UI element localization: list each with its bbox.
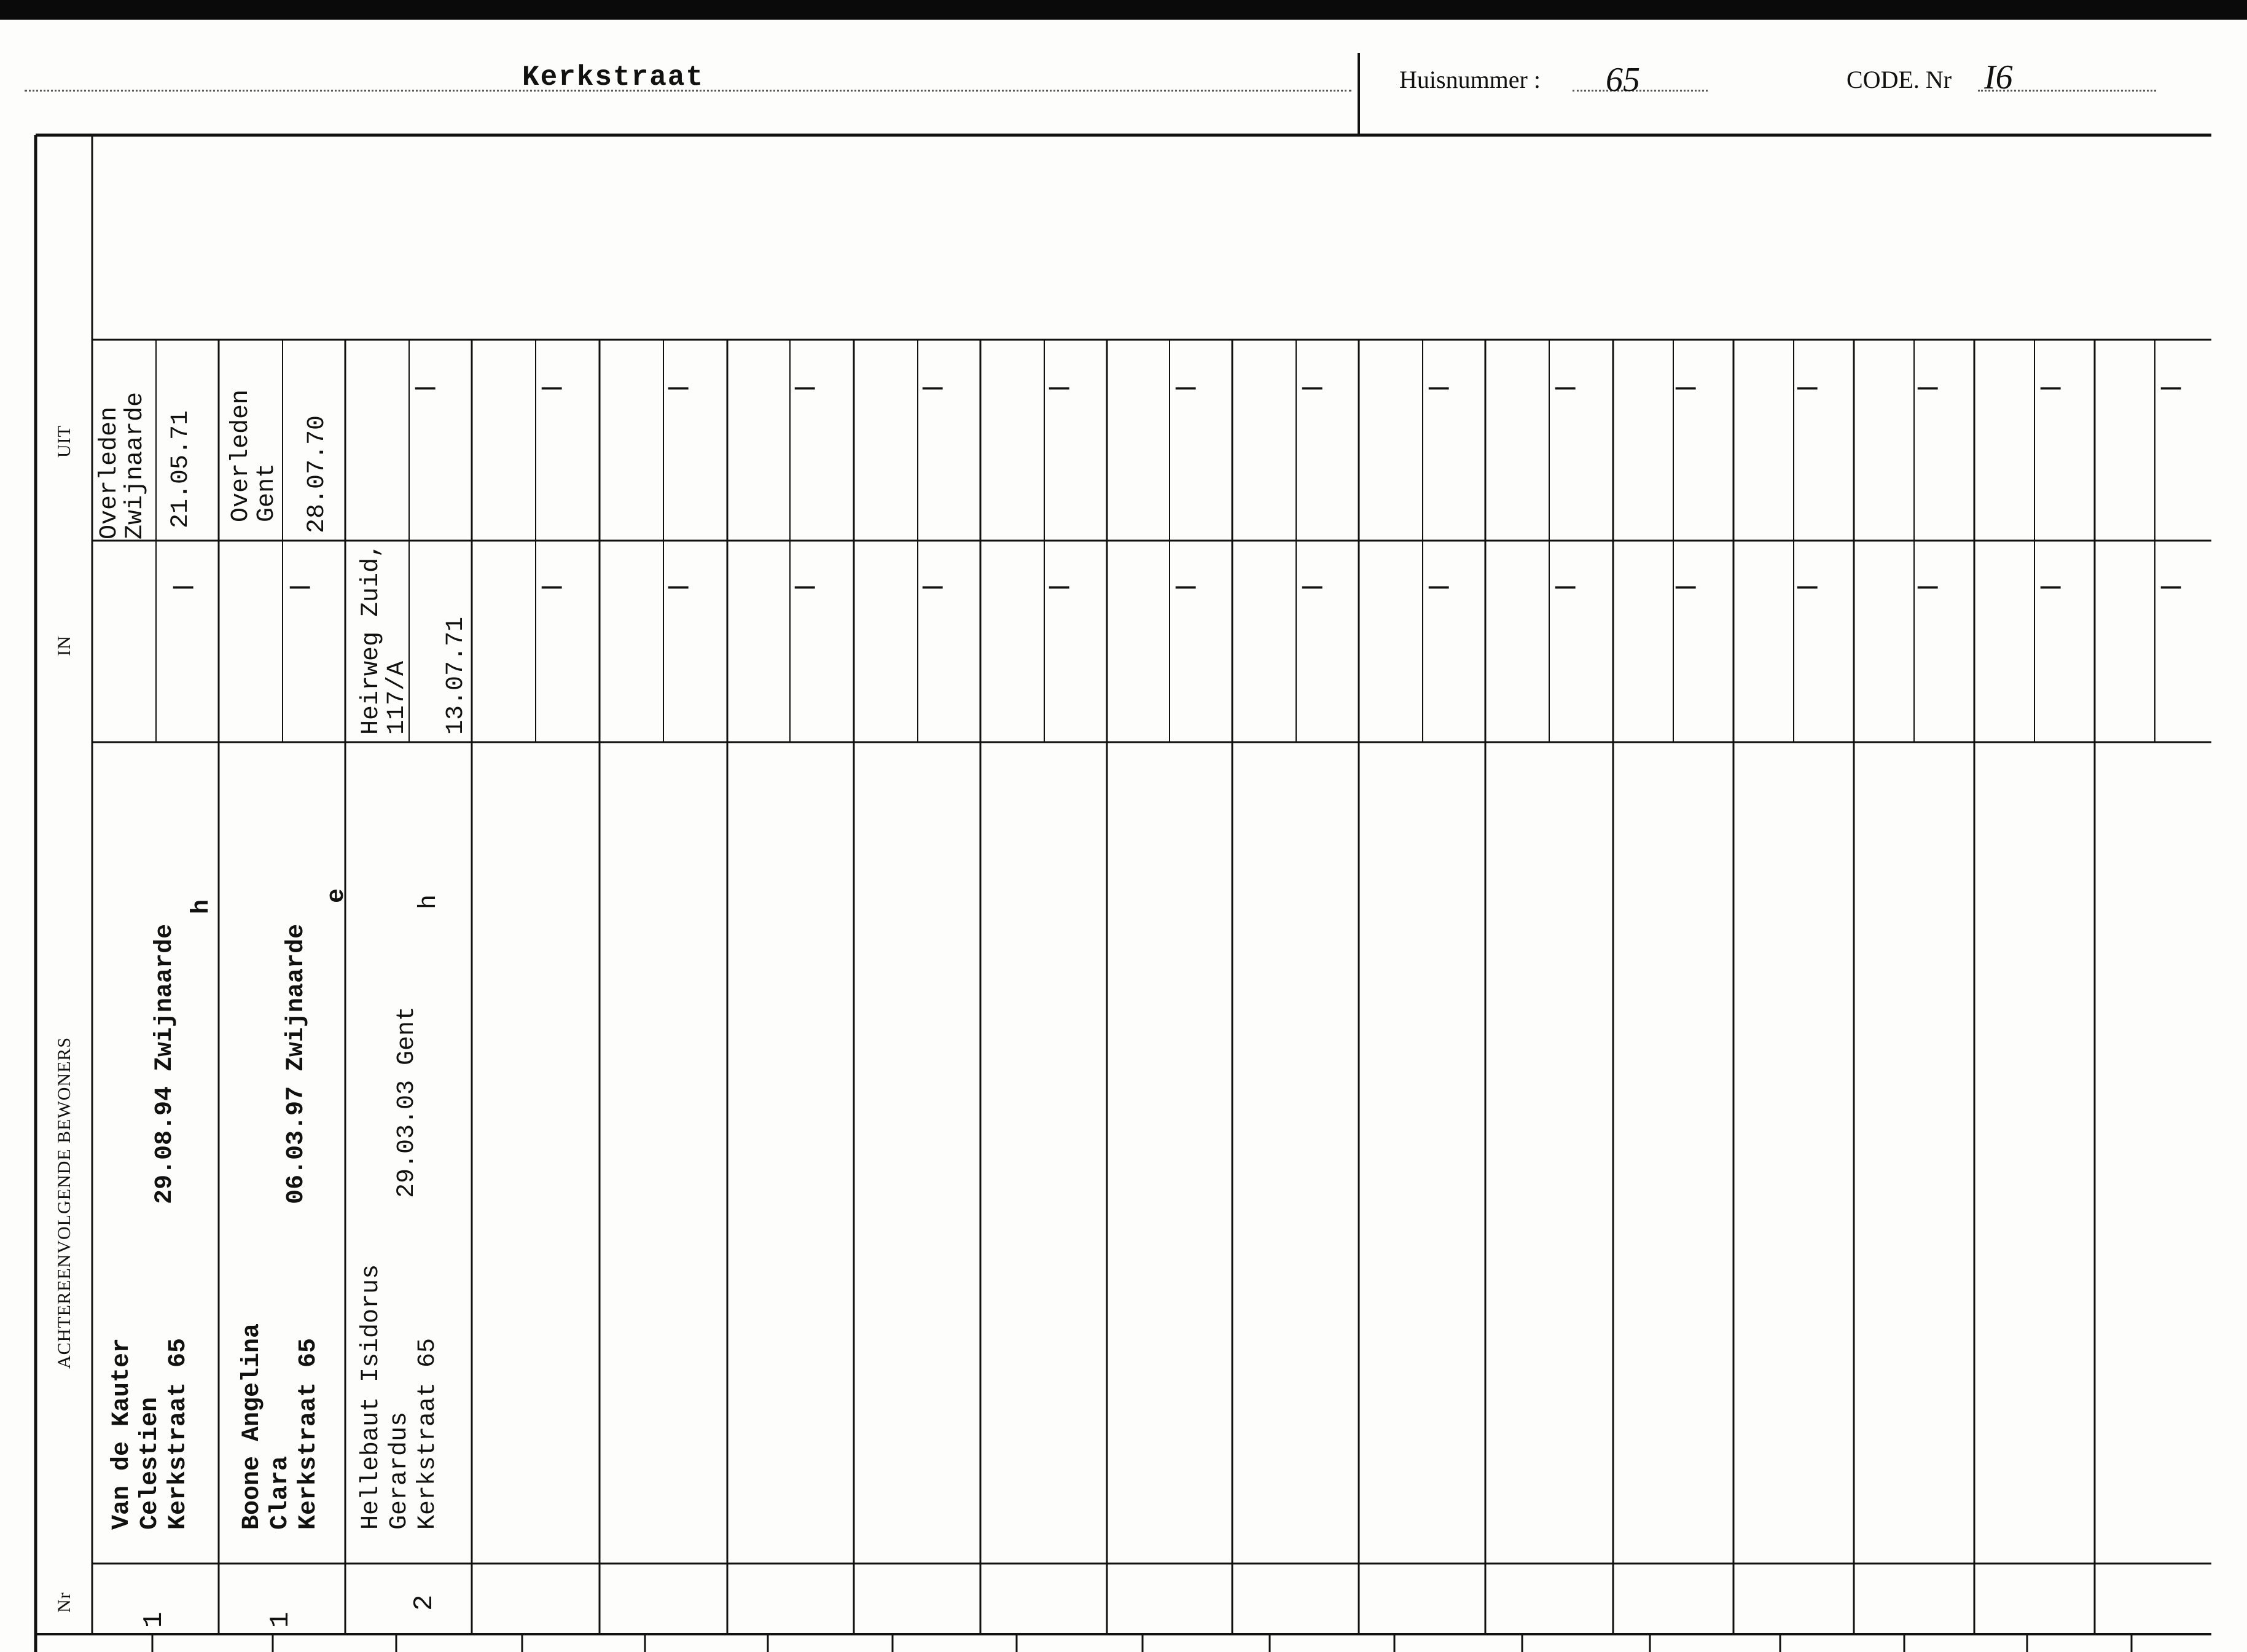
row-label-in: IN	[54, 635, 74, 656]
resident-3-in-place: Heirweg Zuid, 117/A	[358, 542, 411, 735]
row-label-nr: Nr	[54, 1592, 74, 1613]
resident-2-uit-place: Overleden Gent	[227, 389, 281, 522]
resident-2-mark: e	[323, 888, 351, 903]
empty-uit-dash-13: —	[2041, 370, 2061, 407]
empty-in-dash-3: —	[795, 569, 815, 606]
resident-3-mark: h	[415, 894, 443, 909]
resident-2-birth: 06.03.97 Zwijnaarde	[283, 923, 310, 1204]
empty-uit-dash-8: —	[1429, 370, 1449, 407]
resident-3-in-date: 13.07.71	[442, 616, 470, 735]
resident-3-name	[358, 1264, 442, 1530]
resident-3-uit-dash: —	[415, 370, 436, 407]
resident-2-line-2: Clara	[267, 1455, 294, 1530]
resident-1-name	[108, 1338, 193, 1530]
house-number-label: Huisnummer :	[1399, 66, 1541, 93]
row-label-uit: UIT	[54, 425, 74, 458]
empty-in-dash-9: —	[1555, 569, 1576, 606]
resident-1-birth: 29.08.94 Zwijnaarde	[151, 923, 179, 1204]
empty-in-dash-8: —	[1429, 569, 1449, 606]
empty-uit-dash-7: —	[1302, 370, 1323, 407]
resident-2-line-1: Boone Angelina	[238, 1323, 266, 1530]
resident-1-line-1: Van de Kauter	[108, 1337, 136, 1530]
street-name: Kerkstraat	[522, 61, 705, 93]
resident-1-nr: 1	[139, 1611, 170, 1628]
resident-1-uit-date: 21.05.71	[167, 410, 195, 528]
empty-uit-dash-6: —	[1176, 370, 1196, 407]
row-label-bewoners: ACHTEREENVOLGENDE BEWONERS	[54, 1036, 74, 1369]
empty-in-dash-7: —	[1302, 569, 1323, 606]
empty-uit-dash-3: —	[795, 370, 815, 407]
empty-in-dash-5: —	[1049, 569, 1069, 606]
empty-in-dash-14: —	[2161, 569, 2181, 606]
empty-uit-dash-9: —	[1555, 370, 1576, 407]
resident-2-uit-date: 28.07.70	[303, 415, 331, 533]
resident-1-mark: h	[188, 899, 216, 914]
code-value: I6	[1984, 58, 2013, 96]
resident-2-nr: 1	[265, 1611, 296, 1628]
house-number-value: 65	[1606, 61, 1640, 99]
resident-1-line-2: Celestien	[136, 1396, 164, 1530]
resident-3-line-2: Gerardus	[386, 1411, 413, 1530]
empty-in-dash-4: —	[923, 569, 943, 606]
empty-uit-dash-2: —	[668, 370, 689, 407]
empty-uit-dash-14: —	[2161, 370, 2181, 407]
resident-2-name	[238, 1323, 323, 1530]
resident-3-birth: 29.03.03 Gent	[393, 1006, 421, 1198]
empty-uit-dash-10: —	[1676, 370, 1696, 407]
resident-2-in-dash: —	[290, 569, 310, 606]
resident-1-in-dash-1: —	[173, 569, 193, 606]
resident-1-uit-place: Overleden Zwijnaarde	[96, 391, 149, 539]
empty-uit-dash-5: —	[1049, 370, 1069, 407]
empty-in-dash-6: —	[1176, 569, 1196, 606]
resident-2-line-3: Kerkstraat 65	[295, 1337, 322, 1530]
empty-uit-dash-1: —	[542, 370, 562, 407]
empty-in-dash-2: —	[668, 569, 689, 606]
code-label: CODE. Nr	[1846, 66, 1952, 93]
resident-1-line-3: Kerkstraat 65	[165, 1337, 192, 1530]
empty-uit-dash-11: —	[1797, 370, 1818, 407]
empty-uit-dash-4: —	[923, 370, 943, 407]
resident-3-line-3: Kerkstraat 65	[414, 1337, 442, 1530]
resident-3-line-1: Hellebaut Isidorus	[358, 1264, 385, 1530]
empty-in-dash-1: —	[542, 569, 562, 606]
empty-uit-dash-12: —	[1918, 370, 1938, 407]
empty-in-dash-10: —	[1676, 569, 1696, 606]
empty-in-dash-13: —	[2041, 569, 2061, 606]
empty-in-dash-11: —	[1797, 569, 1818, 606]
empty-in-dash-12: —	[1918, 569, 1938, 606]
resident-3-nr: 2	[409, 1594, 440, 1611]
